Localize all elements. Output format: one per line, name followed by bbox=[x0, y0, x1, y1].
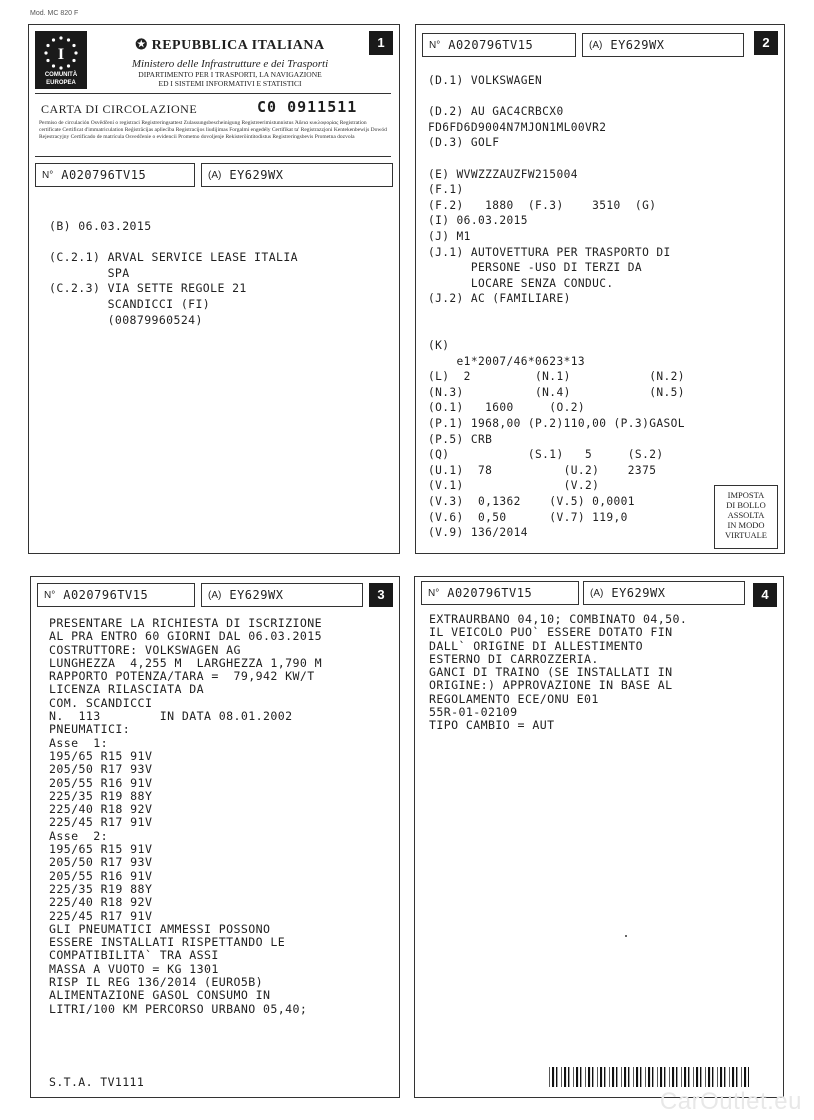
panel-number: 3 bbox=[369, 583, 393, 607]
department-line1: DIPARTIMENTO PER I TRASPORTI, LA NAVIGAZIONE bbox=[138, 70, 322, 79]
plate-value: EY629WX bbox=[229, 168, 284, 182]
department-line2: ED I SISTEMI INFORMATIVI E STATISTICI bbox=[158, 79, 302, 88]
eu-stars-icon bbox=[41, 35, 81, 71]
plate-label: (A) bbox=[208, 589, 222, 601]
document-header bbox=[35, 31, 357, 91]
panel-number: 4 bbox=[753, 583, 777, 607]
issuing-office: S.T.A. TV1111 bbox=[49, 1075, 145, 1089]
owner-details: (B) 06.03.2015 (C.2.1) ARVAL SERVICE LEASE ITALIA SPA (C.2.3) VIA SETTE REGOLE 21 SCANDICCI (FI) (00879960524) bbox=[49, 219, 299, 327]
registration-number-label: N° bbox=[44, 589, 56, 601]
eu-emblem bbox=[35, 31, 87, 89]
plate-label: (A) bbox=[589, 39, 603, 51]
watermark: CarOutlet.eu bbox=[659, 1088, 802, 1115]
plate-value: EY629WX bbox=[229, 588, 284, 602]
plate-value: EY629WX bbox=[610, 38, 665, 52]
registration-number-box bbox=[37, 583, 195, 607]
registration-number-box bbox=[421, 581, 579, 605]
registration-number-label: N° bbox=[428, 587, 440, 599]
plate-value: EY629WX bbox=[611, 586, 666, 600]
multilingual-titles: Permiso de circulación Osvědčení o registraci Registreringsattest Zulassungsbescheinigung Registreerimistunnistus Άδεια κυκλοφορίας Registration certificate Certificat d'immatriculation Reģistrācijas apliecība Registracijos liudijimas Forgalmi engedély Certifikat ta' Registrazzjoni Kentekenbewijs Dowód Rejestracyjny Certificado de matrícula Osvedčenie o evidencii Prometno dovoljenje Rekisteröintitodistus Registreringsbevis Prometna dozvola bbox=[39, 120, 387, 141]
panel-number: 1 bbox=[369, 31, 393, 55]
plate-box bbox=[583, 581, 745, 605]
eu-center-letter: I bbox=[57, 46, 65, 63]
panel-4 bbox=[414, 576, 784, 1098]
registration-number-value: A020796TV15 bbox=[448, 38, 534, 52]
panel-1 bbox=[28, 24, 400, 554]
document-number: C0 0911511 bbox=[257, 98, 358, 116]
vehicle-details: (D.1) VOLKSWAGEN (D.2) AU GAC4CRBCX0 FD6FD6D9004N7MJON1ML00VR2 (D.3) GOLF (E) WVWZZZAUZFW215004 (F.1) (F.2) 1880 (F.3) 3510 (G) (I) 06.03.2015 (J) M1 (J.1) AUTOVETTURA PER TRASPORTO DI PERSONE -USO DI TERZI DA LOCARE SENZA CONDUC. (J.2) AC (FAMILIARE) (K) e1*2007/46*0623*13 (L) 2 (N.1) (N.2) (N.3) (N.4) (N.5) (O.1) 1600 (O.2) (P.1) 1968,00 (P.2)110,00 (P.3)GASOL (P.5) CRB (Q) (S.1) 5 (S.2) (U.1) 78 (U.2) 2375 (V.1) (V.2) (V.3) 0,1362 (V.5) 0,0001 (V.6) 0,50 (V.7) 119,0 (V.9) 136/2014 bbox=[428, 74, 685, 540]
registration-number-value: A020796TV15 bbox=[61, 168, 147, 182]
model-code: Mod. MC 820 F bbox=[30, 10, 79, 17]
stamp-duty-box: IMPOSTA DI BOLLO ASSOLTA IN MODO VIRTUALE bbox=[714, 485, 778, 549]
document-title-block bbox=[35, 93, 391, 157]
plate-label: (A) bbox=[590, 587, 604, 599]
scan-speck bbox=[625, 935, 627, 937]
barcode-icon bbox=[549, 1067, 749, 1087]
eu-label-line1: COMUNITÀ bbox=[44, 72, 78, 78]
plate-label: (A) bbox=[208, 169, 222, 181]
panel-number: 2 bbox=[754, 31, 778, 55]
registration-number-label: N° bbox=[429, 39, 441, 51]
annotations-continued: EXTRAURBANO 04,10; COMBINATO 04,50. IL VEICOLO PUO` ESSERE DOTATO FIN DALL` ORIGINE DI ALLESTIMENTO ESTERNO DI CARROZZERIA. GANCI DI TRAINO (SE INSTALLATI IN ORIGINE:) APPROVAZIONE IN BASE AL REGOLAMENTO ECE/ONU E01 55R-01-02109 TIPO CAMBIO = AUT bbox=[429, 612, 688, 733]
panel-2 bbox=[415, 24, 785, 554]
registration-number-value: A020796TV15 bbox=[63, 588, 149, 602]
eu-label-line2: EUROPEA bbox=[46, 80, 76, 86]
annotations-text: PRESENTARE LA RICHIESTA DI ISCRIZIONE AL PRA ENTRO 60 GIORNI DAL 06.03.2015 COSTRUTTORE: VOLKSWAGEN AG LUNGHEZZA 4,255 M LARGHEZZA 1,790 M RAPPORTO POTENZA/TARA = 79,942 KW/T LICENZA RILASCIATA DA COM. SCANDICCI N. 113 IN DATA 08.01.2002 PNEUMATICI: Asse 1: 195/65 R15 91V 205/50 R17 93V 205/55 R16 91V 225/35 R19 88Y 225/40 R18 92V 225/45 R17 91V Asse 2: 195/65 R15 91V 205/50 R17 93V 205/55 R16 91V 225/35 R19 88Y 225/40 R18 92V 225/45 R17 91V GLI PNEUMATICI AMMESSI POSSONO ESSERE INSTALLATI RISPETTANDO LE COMPATIBILITA` TRA ASSI MASSA A VUOTO = KG 1301 RISP IL REG 136/2014 (EURO5B) ALIMENTAZIONE GASOL CONSUMO IN LITRI/100 KM PERCORSO URBANO 05,40; bbox=[49, 616, 323, 1016]
republic-title: ✪ REPUBBLICA ITALIANA bbox=[135, 38, 325, 53]
registration-number-label: N° bbox=[42, 169, 54, 181]
plate-box bbox=[201, 163, 393, 187]
registration-number-box bbox=[422, 33, 576, 57]
emblem-icon: ✪ bbox=[135, 38, 152, 53]
registration-number-value: A020796TV15 bbox=[447, 586, 533, 600]
plate-box bbox=[582, 33, 744, 57]
panel-3 bbox=[30, 576, 400, 1098]
plate-box bbox=[201, 583, 363, 607]
issuer-block bbox=[95, 37, 365, 88]
document-title: CARTA DI CIRCOLAZIONE bbox=[41, 102, 198, 116]
ministry-name: Ministero delle Infrastrutture e dei Trasporti bbox=[131, 58, 329, 70]
registration-number-box bbox=[35, 163, 195, 187]
